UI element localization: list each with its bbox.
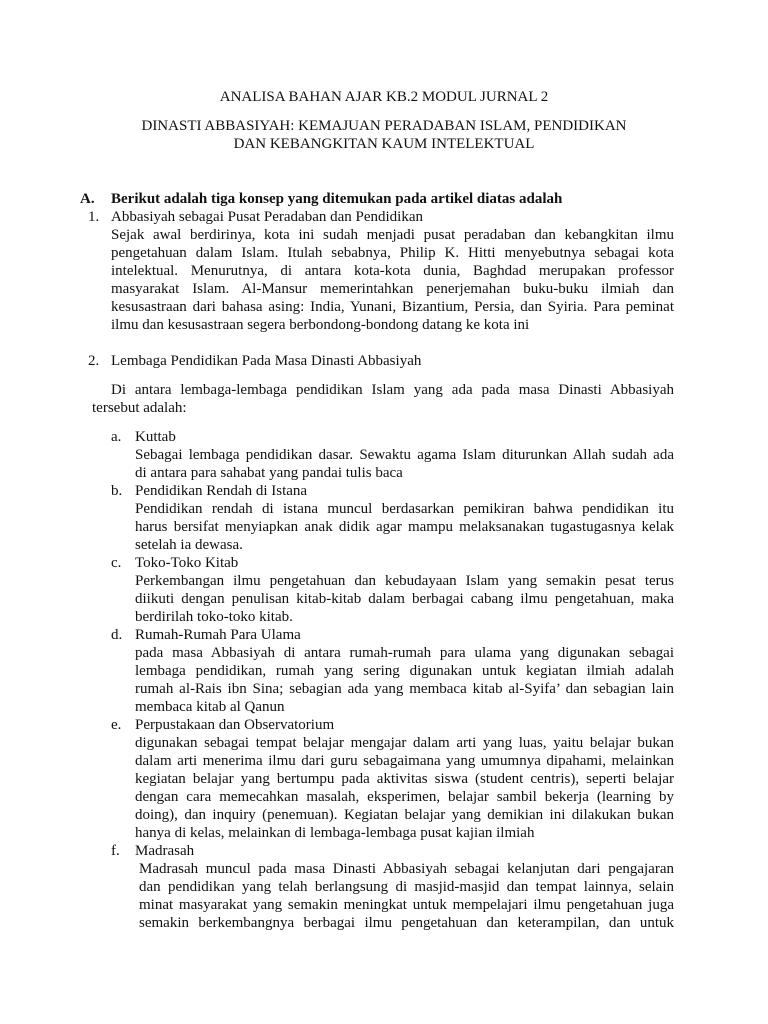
paragraph-line: di antara para sahabat yang pandai tulis baca — [135, 465, 403, 481]
document-subtitle: DINASTI ABBASIYAH: KEMAJUAN PERADABAN ISLAM, PENDIDIKAN DAN KEBANGKITAN KAUM INTELEKTUAL — [141, 118, 627, 152]
subitem-d-paragraph — [135, 644, 674, 716]
subitem-e-heading: Perpustakaan dan Observatorium — [135, 717, 335, 733]
paragraph-line: kesusastraan dari bahasa asing: India, Yunani, Bizantium, Persia, dan Syiria. Para peminat — [111, 299, 674, 315]
subitem-d-marker: d. — [111, 627, 123, 643]
paragraph-line: setelah ia dewasa. — [135, 537, 243, 553]
paragraph-line: semakin berkembangnya berbagai ilmu pengetahuan dan keterampilan, dan untuk — [139, 915, 674, 931]
paragraph-line: harus bersifat menyiapkan anak didik agar mampu melaksanakan tugastugasnya kelak — [135, 519, 674, 535]
subitem-c-marker: c. — [111, 555, 122, 571]
paragraph-line: pengetahuan dalam Islam. Itulah sebabnya, Philip K. Hitti menyebutnya sebagai kota — [111, 245, 674, 261]
paragraph-line: dengan cara memecahkan masalah, eksperimen, belajar sambil bekerja (learning by — [135, 789, 674, 805]
paragraph-line: Sejak awal berdirinya, kota ini sudah menjadi pusat peradaban dan kebangkitan ilmu — [111, 227, 674, 243]
paragraph-line: Perkembangan ilmu pengetahuan dan kebudayaan Islam yang semakin pesat terus — [135, 573, 674, 589]
paragraph-line: doing), dan inquiry (penemuan). Kegiatan belajar yang demikian ini dilakukan bukan — [135, 807, 674, 823]
paragraph-line: berdirilah toko-toko kitab. — [135, 609, 293, 625]
paragraph-line: diikuti dengan penulisan kitab-kitab dalam berbagai cabang ilmu pengetahuan, maka — [135, 591, 674, 607]
subitem-a-paragraph — [135, 446, 674, 482]
subitem-d-heading: Rumah-Rumah Para Ulama — [135, 627, 301, 643]
paragraph-line: dalam arti menerima ilmu dari guru sebagaimana yang umumnya dipahami, melainkan — [135, 753, 674, 769]
paragraph-line: hanya di kelas, melainkan di lembaga-lembaga pusat kajian ilmiah — [135, 825, 535, 841]
item-2-heading: Lembaga Pendidikan Pada Masa Dinasti Abbasiyah — [111, 353, 422, 369]
subitem-c-paragraph — [135, 572, 674, 626]
subitem-b-paragraph — [135, 500, 674, 554]
item-2-intro-line1 — [111, 381, 674, 399]
subitem-b-heading: Pendidikan Rendah di Istana — [135, 483, 308, 499]
paragraph-line: Sebagai lembaga pendidikan dasar. Sewaktu agama Islam diturunkan Allah sudah ada — [135, 447, 674, 463]
subitem-f-marker: f. — [111, 843, 120, 859]
paragraph-line: ilmu dan kesusastraan segera berbondong-bondong datang ke kota ini — [111, 317, 530, 333]
paragraph-line: minat masyarakat yang semakin meningkat untuk mempelajari ilmu pengetahuan juga — [139, 897, 674, 913]
paragraph-line: rumah al-Rais ibn Sina; sebagian ada yang membaca kitab al-Syifa’ dan sebagian lain — [135, 681, 674, 697]
paragraph-line: Pendidikan rendah di istana muncul berdasarkan pemikiran bahwa pendidikan itu — [135, 501, 674, 517]
subitem-f-paragraph — [139, 860, 674, 932]
item-1-heading: Abbasiyah sebagai Pusat Peradaban dan Pendidikan — [111, 209, 424, 225]
paragraph-line: kegiatan belajar yang bertumpu pada aktivitas siswa (student centris), seperti belajar — [135, 771, 674, 787]
paragraph-line: membaca kitab al Qanun — [135, 699, 285, 715]
item-1-marker: 1. — [88, 209, 100, 225]
subitem-c-heading: Toko-Toko Kitab — [135, 555, 239, 571]
paragraph-line: Di antara lembaga-lembaga pendidikan Islam yang ada pada masa Dinasti Abbasiyah — [111, 382, 674, 398]
paragraph-line: dan pendidikan yang telah berlangsung di masjid-masjid dan tempat lainnya, selain — [139, 879, 674, 895]
subitem-b-marker: b. — [111, 483, 123, 499]
subitem-a-marker: a. — [111, 429, 122, 445]
paragraph-line: Madrasah muncul pada masa Dinasti Abbasiyah sebagai kelanjutan dari pengajaran — [139, 861, 674, 877]
document-title: ANALISA BAHAN AJAR KB.2 MODUL JURNAL 2 — [219, 89, 549, 105]
paragraph-line: lembaga pendidikan, rumah yang sering digunakan untuk kegiatan ilmiah adalah — [135, 663, 674, 679]
paragraph-line: intelektual. Menurutnya, di antara kota-kota dunia, Baghdad merupakan professor — [111, 263, 674, 279]
paragraph-line: pada masa Abbasiyah di antara rumah-rumah para ulama yang digunakan sebagai — [135, 645, 674, 661]
section-a-heading: Berikut adalah tiga konsep yang ditemukan pada artikel diatas adalah — [111, 191, 563, 207]
item-1-paragraph — [111, 226, 674, 334]
section-a-marker: A. — [80, 191, 95, 207]
item-2-intro-line2: tersebut adalah: — [92, 400, 187, 416]
paragraph-line: digunakan sebagai tempat belajar mengajar dalam arti yang luas, yaitu belajar bukan — [135, 735, 674, 751]
subitem-e-marker: e. — [111, 717, 122, 733]
subitem-f-heading: Madrasah — [135, 843, 195, 859]
subitem-e-paragraph — [135, 734, 674, 842]
paragraph-line: masyarakat Islam. Al-Mansur memerintahkan penerjemahan buku-buku ilmiah dan — [111, 281, 674, 297]
item-2-marker: 2. — [88, 353, 100, 369]
subitem-a-heading: Kuttab — [135, 429, 176, 445]
